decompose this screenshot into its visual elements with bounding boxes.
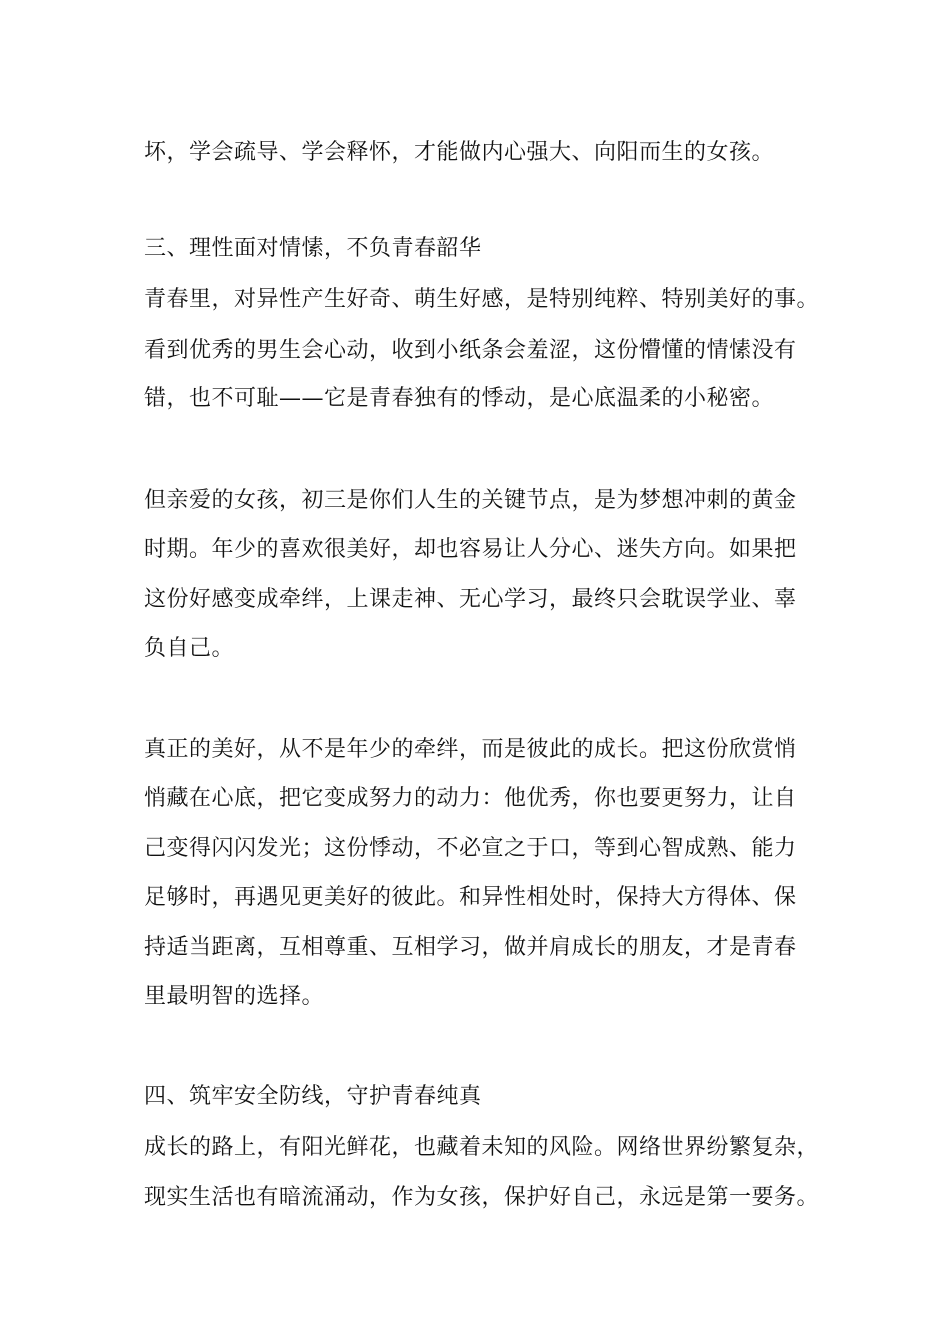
- paragraph-line: 持适当距离，互相尊重、互相学习，做并肩成长的朋友，才是青春: [144, 935, 797, 960]
- paragraph-line: 这份好感变成牵绊，上课走神、无心学习，最终只会耽误学业、辜: [144, 587, 797, 612]
- paragraph-line: 里最明智的选择。: [144, 984, 325, 1009]
- section-heading: 三、理性面对情愫，不负青春韶华: [144, 236, 482, 261]
- paragraph-line: 现实生活也有暗流涌动，作为女孩，保护好自己，永远是第一要务。: [144, 1185, 820, 1210]
- paragraph-line: 坏，学会疏导、学会释怀，才能做内心强大、向阳而生的女孩。: [144, 140, 775, 165]
- paragraph-line: 悄藏在心底，把它变成努力的动力：他优秀，你也要更努力，让自: [144, 786, 797, 811]
- paragraph-line: 错，也不可耻——它是青春独有的悸动，是心底温柔的小秘密。: [144, 386, 775, 411]
- paragraph-line: 时期。年少的喜欢很美好，却也容易让人分心、迷失方向。如果把: [144, 537, 797, 562]
- paragraph-line: 看到优秀的男生会心动，收到小纸条会羞涩，这份懵懂的情愫没有: [144, 338, 797, 363]
- paragraph-line: 但亲爱的女孩，初三是你们人生的关键节点，是为梦想冲刺的黄金: [144, 488, 797, 513]
- paragraph-line: 足够时，再遇见更美好的彼此。和异性相处时，保持大方得体、保: [144, 885, 797, 910]
- paragraph-line: 青春里，对异性产生好奇、萌生好感，是特别纯粹、特别美好的事。: [144, 287, 820, 312]
- paragraph-line: 负自己。: [144, 636, 235, 661]
- paragraph-line: 成长的路上，有阳光鲜花，也藏着未知的风险。网络世界纷繁复杂，: [144, 1135, 820, 1160]
- section-heading: 四、筑牢安全防线，守护青春纯真: [144, 1084, 482, 1109]
- paragraph-line: 己变得闪闪发光；这份悸动，不必宣之于口，等到心智成熟、能力: [144, 836, 797, 861]
- paragraph-line: 真正的美好，从不是年少的牵绊，而是彼此的成长。把这份欣赏悄: [144, 737, 797, 762]
